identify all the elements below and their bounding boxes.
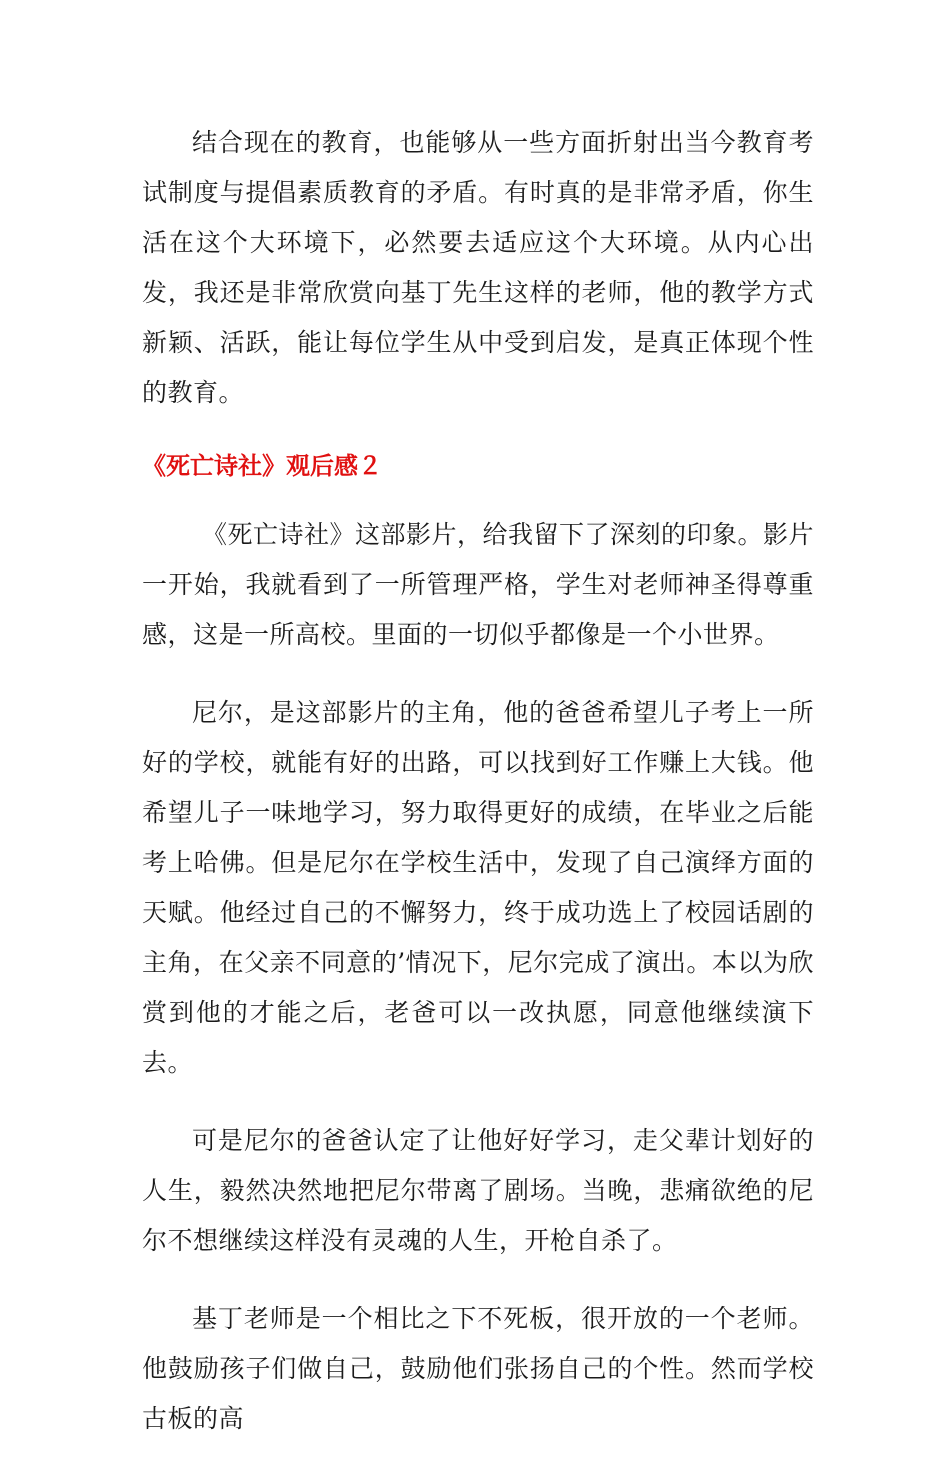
section-heading: 《死亡诗社》观后感２ xyxy=(142,452,382,480)
document-body xyxy=(142,118,814,1472)
paragraph-film-impression: 《死亡诗社》这部影片，给我留下了深刻的印象。影片一开始，我就看到了一所管理严格，学生对老师神圣得尊重感，这是一所高校。里面的一切似乎都像是一个小世界。 xyxy=(142,520,815,649)
paragraph-neil-story: 尼尔，是这部影片的主角，他的爸爸希望儿子考上一所好的学校，就能有好的出路，可以找到好工作赚上大钱。他希望儿子一味地学习，努力取得更好的成绩，在毕业之后能考上哈佛。但是尼尔在学校生活中，发现了自己演绎方面的天赋。他经过自己的不懈努力，终于成功选上了校园话剧的主角，在父亲不同意的’情况下，尼尔完成了演出。本以为欣赏到他的才能之后，老爸可以一改执愿，同意他继续演下去。 xyxy=(142,698,814,1077)
paragraph-keating-teacher: 基丁老师是一个相比之下不死板，很开放的一个老师。他鼓励孩子们做自己，鼓励他们张扬自己的个性。然而学校古板的高 xyxy=(142,1304,814,1433)
paragraph-neil-father: 可是尼尔的爸爸认定了让他好好学习，走父辈计划好的人生，毅然决然地把尼尔带离了剧场。当晚，悲痛欲绝的尼尔不想继续这样没有灵魂的人生，开枪自杀了。 xyxy=(142,1126,814,1255)
paragraph-education-reflection: 结合现在的教育，也能够从一些方面折射出当今教育考试制度与提倡素质教育的矛盾。有时真的是非常矛盾，你生活在这个大环境下，必然要去适应这个大环境。从内心出发，我还是非常欣赏向基丁先生这样的老师，他的教学方式新颖、活跃，能让每位学生从中受到启发，是真正体现个性的教育。 xyxy=(142,128,814,407)
